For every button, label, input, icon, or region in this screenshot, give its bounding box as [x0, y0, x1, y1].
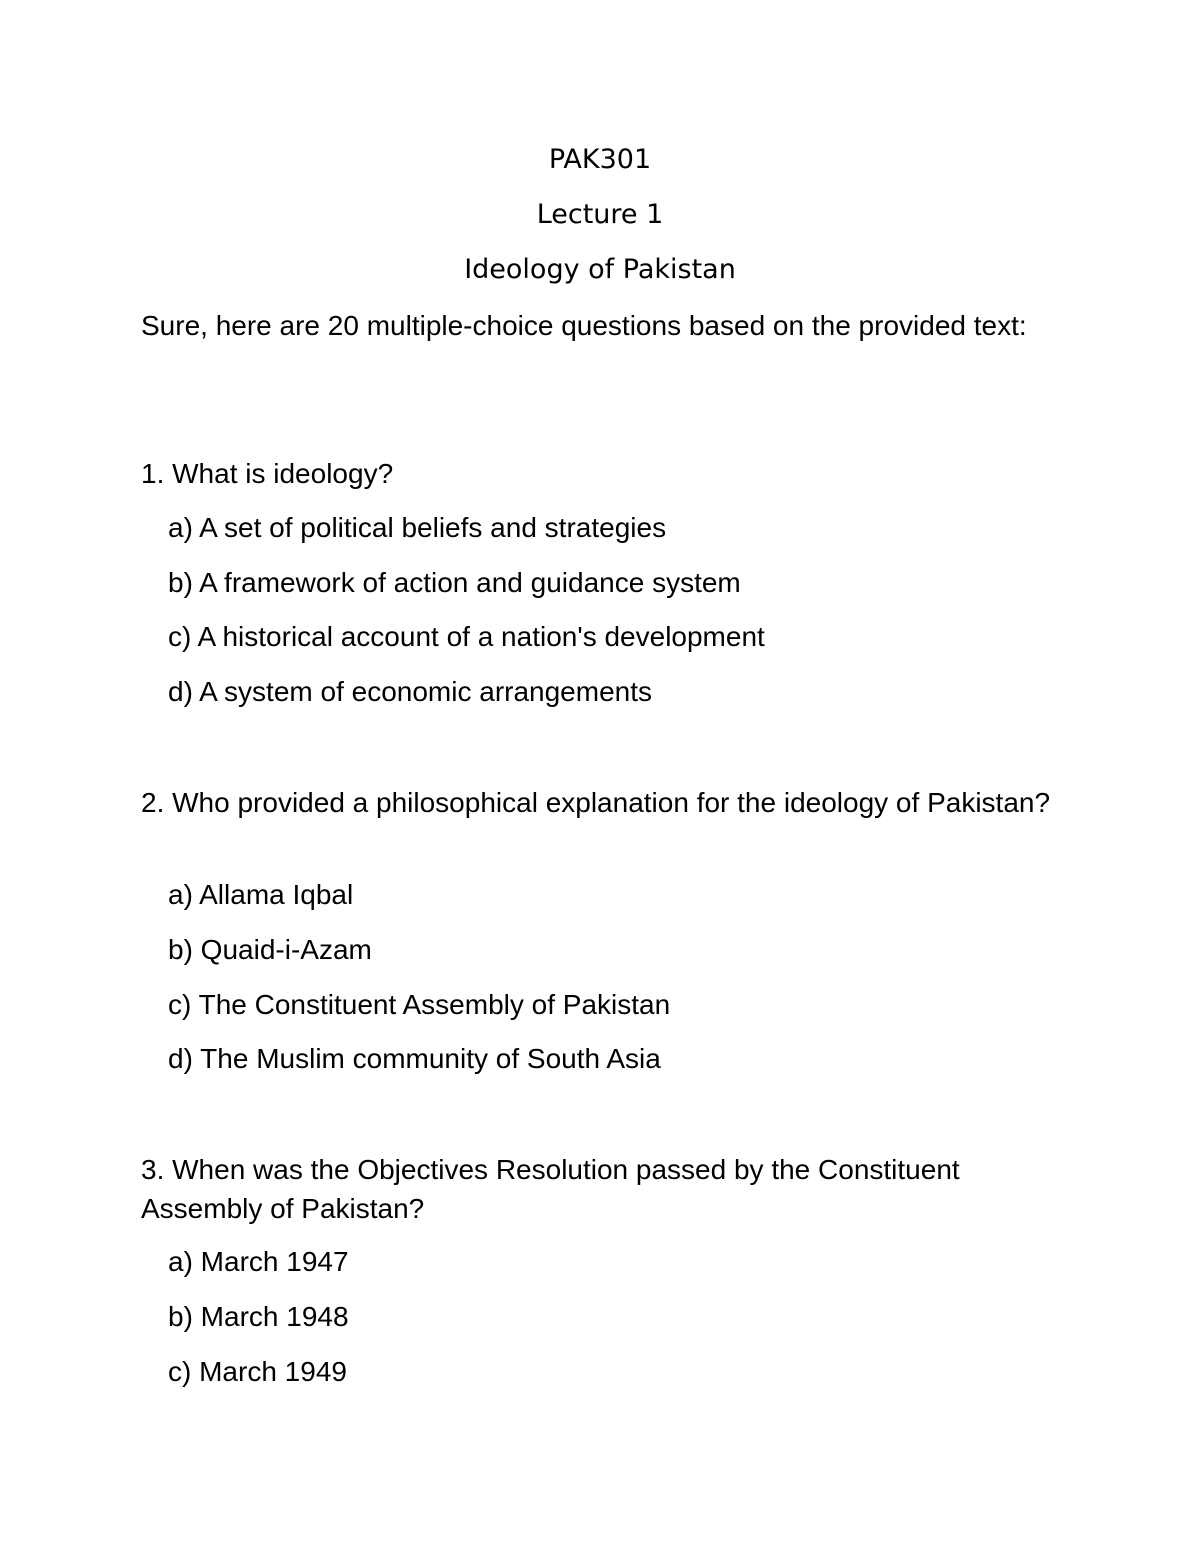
question-3-text: 3. When was the Objectives Resolution passed by the Constituent Assembly of Pakistan? [141, 1154, 960, 1224]
course-code: PAK301 [548, 144, 652, 175]
question-2-option-b: b) Quaid-i-Azam [168, 934, 372, 965]
lecture-topic: Ideology of Pakistan [464, 254, 736, 285]
question-2-option-a: a) Allama Iqbal [168, 879, 354, 910]
question-1-option-c: c) A historical account of a nation's development [168, 621, 765, 652]
question-3-option-b: b) March 1948 [168, 1301, 349, 1332]
question-2-option-c: c) The Constituent Assembly of Pakistan [168, 989, 671, 1020]
question-1-text: 1. What is ideology? [141, 458, 394, 489]
lecture-number: Lecture 1 [536, 199, 664, 230]
intro-paragraph: Sure, here are 20 multiple-choice questions based on the provided text: [141, 310, 1027, 341]
question-3-option-a: a) March 1947 [168, 1246, 349, 1277]
question-2-text: 2. Who provided a philosophical explanation for the ideology of Pakistan? [141, 787, 1051, 818]
question-2-option-d: d) The Muslim community of South Asia [168, 1043, 661, 1074]
question-1-option-b: b) A framework of action and guidance system [168, 567, 741, 598]
question-1-option-a: a) A set of political beliefs and strategies [168, 512, 667, 543]
question-3-option-c: c) March 1949 [168, 1356, 347, 1387]
question-1-option-d: d) A system of economic arrangements [168, 676, 652, 707]
